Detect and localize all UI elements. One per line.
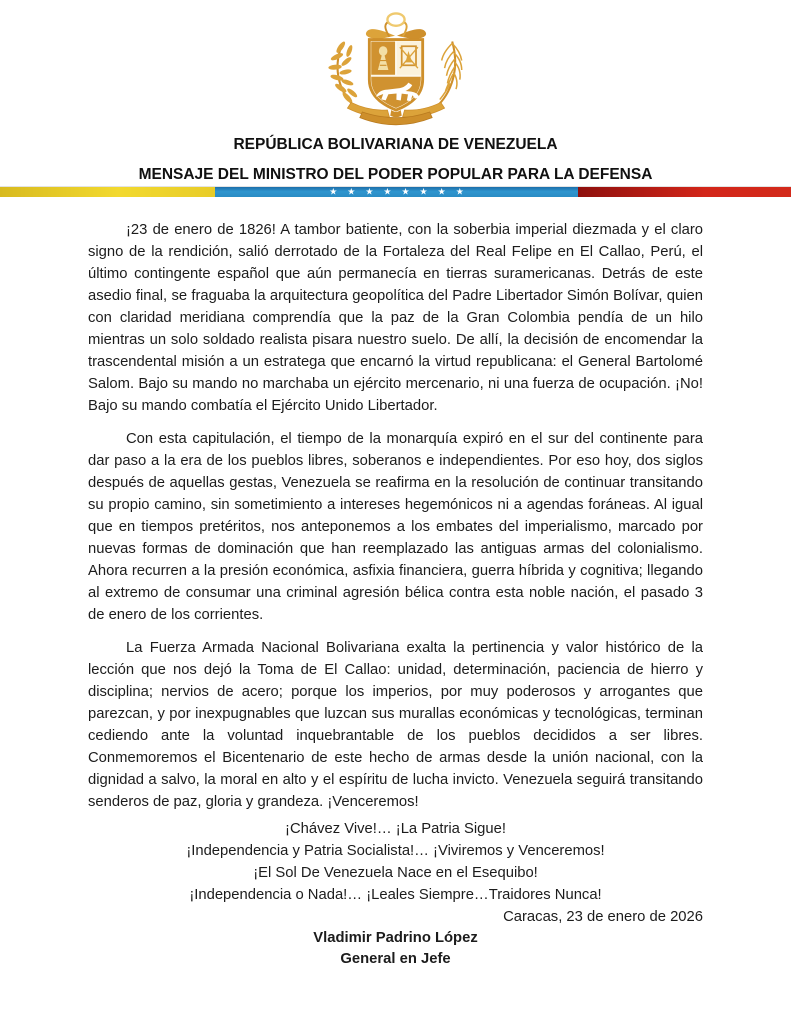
signature-name: Vladimir Padrino López <box>313 930 478 946</box>
message-body <box>88 219 703 970</box>
slogan-line: ¡Independencia y Patria Socialista!… ¡Viviremos y Venceremos! <box>186 843 605 859</box>
flag-band <box>0 186 791 197</box>
flag-band-red <box>578 187 791 197</box>
slogan-line: ¡Independencia o Nada!… ¡Leales Siempre…Traidores Nunca! <box>189 887 602 903</box>
slogan-line: ¡El Sol De Venezuela Nace en el Esequibo! <box>253 865 538 881</box>
title-republic: REPÚBLICA BOLIVARIANA DE VENEZUELA <box>233 136 558 153</box>
flag-band-yellow <box>0 187 215 197</box>
body-paragraph: Con esta capitulación, el tiempo de la monarquía expiró en el sur del continente para dar paso a la era de los pueblos libres, soberanos e independientes. Por eso hoy, dos siglos después de aquellas gestas, Venezuela se reafirma en la resolución de continuar transitando su propio camino, sin sometimiento a intereses hegemónicos ni a agendas foráneas. Al igual que en tiempos pretéritos, nos anteponemos a los embates del imperialismo, marcado por nuevas formas de dominación que han reemplazado las antiguas armas del colonialismo. Ahora recurren a la presión económica, asfixia financiera, guerra híbrida y cognitiva; llegando al extremo de consumar una criminal agresión bélica contra esta noble nación, el pasado 3 de enero de los corrientes. <box>88 431 703 623</box>
signature-rank: General en Jefe <box>340 951 451 967</box>
title-ministry-message: MENSAJE DEL MINISTRO DEL PODER POPULAR PARA LA DEFENSA <box>138 166 653 183</box>
slogan-line: ¡Chávez Vive!… ¡La Patria Sigue! <box>285 821 506 837</box>
body-paragraph: La Fuerza Armada Nacional Bolivariana exalta la pertinencia y valor histórico de la lección que nos dejó la Toma de El Callao: unidad, determinación, paciencia de hierro y disciplina; nervios de acero; porque los imperios, por muy poderosos y arrogantes que parezcan, y por inexpugnables que luzcan sus murallas económicas y tecnológicas, terminan cediendo ante la voluntad inquebrantable de los pueblos decididos a ser libres. Conmemoremos el Bicentenario de este hecho de armas desde la unión nacional, con la dignidad a salvo, la moral en alto y el espíritu de lucha invicto. Venezuela seguirá transitando senderos de paz, gloria y grandeza. ¡Venceremos! <box>88 640 703 810</box>
flag-band-blue <box>215 187 578 197</box>
flag-stars-icon: ★★★★★★★★ <box>329 186 474 197</box>
body-paragraph: ¡23 de enero de 1826! A tambor batiente, con la soberbia imperial diezmada y el claro signo de la rendición, salió derrotado de la Fortaleza del Real Felipe en El Callao, Perú, el último contingente español que aún permanecía en tierras suramericanas. Detrás de este asedio final, se fraguaba la arquitectura geopolítica del Padre Libertador Simón Bolívar, quien con claridad meridiana comprendía que la paz de la Gran Colombia pendía de un hilo mientras un solo soldado realista pisara nuestro suelo. De allí, la decisión de encomendar la trascendental misión a un estratega que encarnó la virtud republicana: el General Bartolomé Salom. Bajo su mando no marchaba un ejército mercenario, ni una fuerza de ocupación. ¡No! Bajo su mando combatía el Ejército Unido Libertador. <box>88 222 703 414</box>
dateline: Caracas, 23 de enero de 2026 <box>503 909 703 925</box>
venezuela-coat-of-arms-icon <box>311 11 481 131</box>
